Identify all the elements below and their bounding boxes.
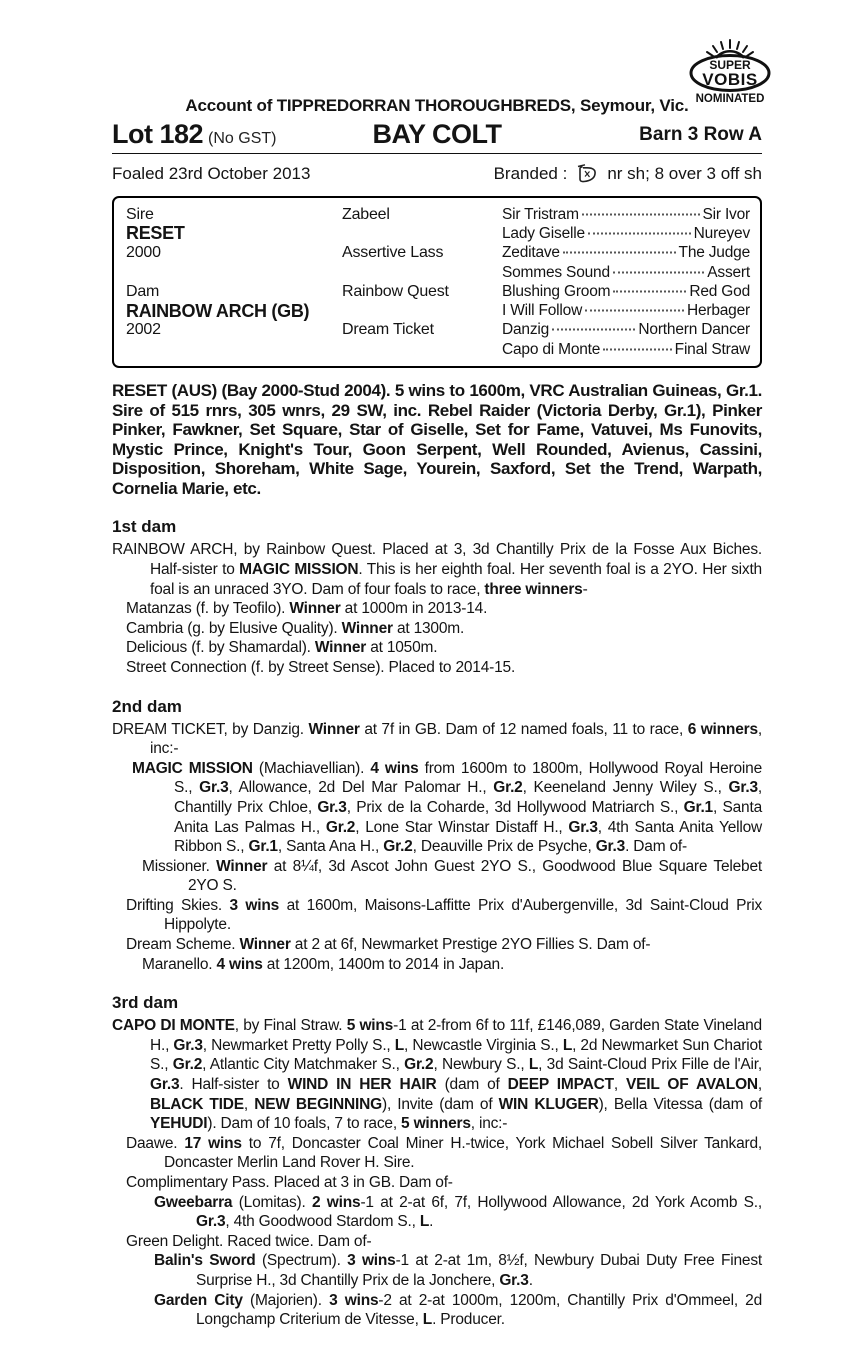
section-third-dam [112, 993, 762, 1330]
grandsire-name: Lady Giselle [502, 224, 585, 242]
grandsire-name: I Will Follow [502, 302, 583, 320]
dotted-leader [613, 271, 704, 273]
section-heading: 3rd dam [112, 993, 179, 1013]
ancestor-row [502, 225, 750, 243]
grandsire-name: Capo di Monte [502, 340, 601, 358]
foal-paragraph: Dream Scheme. Winner at 2 at 6f, Newmarket Prestige 2YO Fillies S. Dam of- [126, 936, 651, 954]
dam-paragraph: CAPO DI MONTE, by Final Straw. 5 wins-1 at 2-from 6f to 11f, £146,089, Garden State Vineland H., Gr.3, Newmarket Pretty Polly S., L, Newcastle Virginia S., L, 2d Newmarket Sun Chariot S., Gr.2, Atlantic City Matchmaker S., Gr.2, Newbury S., L, 3d Saint-Cloud Prix Fille de l'Air, Gr.3. Half-sister to WIND IN HER HAIR (dam of DEEP IMPACT, VEIL OF AVALON, BLACK TIDE, NEW BEGINNING), Invite (dam of WIN KLUGER), Bella Vitessa (dam of YEHUDI). Dam of 10 foals, 7 to race, 5 winners, inc:- [112, 1017, 763, 1133]
foal-paragraph: Complimentary Pass. Placed at 3 in GB. Dam of- [126, 1174, 453, 1191]
dotted-leader [613, 290, 686, 292]
brand-description: nr sh; 8 over 3 off sh [607, 164, 762, 183]
sire-role-label: Sire [126, 205, 154, 223]
vendor-account-line: Account of TIPPREDORRAN THOROUGHBREDS, Seymour, Vic. [185, 96, 689, 115]
ancestor-row [502, 341, 750, 359]
dam-name: RAINBOW ARCH (GB) [126, 300, 310, 321]
great-grandsire-name: Final Straw [674, 340, 750, 358]
grandsire-name: Sir Tristram [502, 205, 579, 223]
dotted-leader [552, 329, 635, 331]
stakes-winner-paragraph: Garden City (Majorien). 3 wins-2 at 2-at 1000m, 1200m, Chantilly Prix d'Ommeel, 2d Longchamp Criterium de Vitesse, L. Producer. [154, 1291, 762, 1329]
dotted-leader [582, 213, 700, 215]
great-grandsire-name: Nureyev [693, 224, 750, 242]
grandsire-name: Blushing Groom [502, 282, 611, 300]
section-first-dam [112, 517, 762, 677]
lot-header-row [112, 119, 762, 150]
grandsire-name: Zeditave [502, 244, 560, 262]
great-grandsire-name: Herbager [686, 302, 750, 320]
great-grandsire-name: Northern Dancer [638, 321, 750, 339]
sub-foal-paragraph: Maranello. 4 wins at 1200m, 1400m to 2014 in Japan. [142, 955, 505, 973]
sire-sire: Zabeel [342, 205, 390, 223]
barn-location: Barn 3 Row A [639, 123, 762, 145]
section-heading: 1st dam [112, 517, 177, 537]
dam-role-label: Dam [126, 282, 160, 300]
section-heading: 2nd dam [112, 696, 182, 716]
dotted-leader [585, 310, 684, 312]
stakes-winner-paragraph: Gweebarra (Lomitas). 2 wins-1 at 2-at 6f, 7f, Hollywood Allowance, 2d York Acomb S., Gr.3, 4th Goodwood Stardom S., L. [154, 1193, 762, 1231]
pedigree-table [112, 196, 762, 368]
sire-summary-paragraph: RESET (AUS) (Bay 2000-Stud 2004). 5 wins to 1600m, VRC Australian Guineas, Gr.1. Sire of 515 rnrs, 305 wnrs, 29 SW, inc. Rebel Raider (Victoria Derby, Gr.1), Pinker Pinker, Fawkner, Set Square, Star of Giselle, Set for Fame, Vatuvei, Ms Funovits, Mystic Prince, Knight's Tour, Goon Serpent, Well Rounded, Avienus, Cassini, Disposition, Shoreham, White Sage, Yourein, Saxford, Set the Trend, Warpath, Cornelia Marie, etc. [112, 381, 762, 498]
dotted-leader [563, 252, 676, 254]
dam-sire: Rainbow Quest [342, 282, 449, 300]
dam-dam: Dream Ticket [342, 321, 434, 339]
great-grandsire-name: The Judge [678, 244, 750, 262]
foaled-date: Foaled 23rd October 2013 [112, 164, 311, 183]
sire-year: 2000 [126, 244, 161, 262]
gst-note: (No GST) [208, 130, 277, 147]
foaled-branded-row [112, 162, 762, 186]
page-content [112, 0, 762, 1330]
stakes-winner-paragraph: MAGIC MISSION (Machiavellian). 4 wins from 1600m to 1800m, Hollywood Royal Heroine S., Gr.3, Allowance, 2d Del Mar Palomar H., Gr.2, Keeneland Jenny Wiley S., Gr.3, Chantilly Prix Chloe, Gr.3, Prix de la Coharde, 3d Hollywood Matriarch S., Gr.1, Santa Anita Las Palmas H., Gr.2, Lone Star Winstar Distaff H., Gr.3, 4th Santa Anita Yellow Ribbon S., Gr.1, Santa Ana H., Gr.2, Deauville Prix de Psyche, Gr.3. Dam of- [132, 759, 763, 856]
foal-paragraph: Drifting Skies. 3 wins at 1600m, Maisons-Laffitte Prix d'Aubergenville, 3d Saint-Cloud Prix Hippolyte. [126, 896, 763, 934]
sire-name: RESET [126, 223, 185, 244]
great-grandsire-name: Assert [707, 263, 750, 281]
sire-dam: Assertive Lass [342, 244, 444, 262]
foal-paragraph: Delicious (f. by Shamardal). Winner at 1050m. [126, 639, 438, 657]
badge-line-super: SUPER [709, 58, 751, 72]
lot-number-group [112, 119, 372, 150]
foal-paragraph: Street Connection (f. by Street Sense). Placed to 2014-15. [126, 658, 516, 676]
branded-group [494, 162, 762, 186]
stakes-winner-paragraph: Balin's Sword (Spectrum). 3 wins-1 at 2-at 1m, 8½f, Newbury Dubai Duty Free Finest Surprise H., 3d Chantilly Prix de la Jonchere, Gr.3. [154, 1252, 762, 1289]
brand-mark-icon [574, 162, 600, 186]
ancestor-row [502, 244, 750, 262]
branded-label: Branded : [493, 164, 568, 183]
dotted-leader [588, 232, 691, 234]
dotted-leader [603, 348, 671, 350]
header-divider [112, 153, 762, 154]
horse-description: BAY COLT [372, 119, 502, 149]
dam-paragraph: RAINBOW ARCH, by Rainbow Quest. Placed at 3, 3d Chantilly Prix de la Fosse Aux Biches. Half-sister to MAGIC MISSION. This is her eighth foal. Her seventh foal is a 2YO. Her sixth foal is an unraced 3YO. Dam of four foals to race, three winners- [112, 541, 762, 598]
grandsire-name: Sommes Sound [502, 263, 610, 281]
foal-paragraph: Matanzas (f. by Teofilo). Winner at 1000m in 2013-14. [126, 600, 488, 618]
dam-paragraph: DREAM TICKET, by Danzig. Winner at 7f in GB. Dam of 12 named foals, 11 to race, 6 winners, inc:- [112, 720, 762, 758]
ancestor-row [502, 283, 750, 301]
sub-foal-paragraph: Missioner. Winner at 8¼f, 3d Ascot John Guest 2YO S., Goodwood Blue Square Telebet 2YO S. [142, 857, 762, 895]
great-grandsire-name: Sir Ivor [702, 205, 750, 223]
foal-paragraph: Daawe. 17 wins to 7f, Doncaster Coal Miner H.-twice, York Michael Sobell Silver Tankard, Doncaster Merlin Land Rover H. Sire. [126, 1134, 762, 1172]
ancestor-row [502, 264, 750, 282]
lot-number: Lot 182 [112, 119, 204, 149]
grandsire-name: Danzig [502, 321, 550, 339]
section-second-dam [112, 697, 762, 975]
badge-line-nominated: NOMINATED [695, 93, 765, 105]
ancestor-row [502, 321, 750, 339]
great-grandsire-name: Red God [689, 282, 750, 300]
ancestor-row [502, 302, 750, 320]
badge-line-vobis: VOBIS [702, 70, 758, 89]
dam-year: 2002 [126, 321, 161, 339]
foal-paragraph: Green Delight. Raced twice. Dam of- [126, 1232, 372, 1250]
foal-paragraph: Cambria (g. by Elusive Quality). Winner at 1300m. [126, 619, 465, 637]
ancestor-row [502, 206, 750, 224]
